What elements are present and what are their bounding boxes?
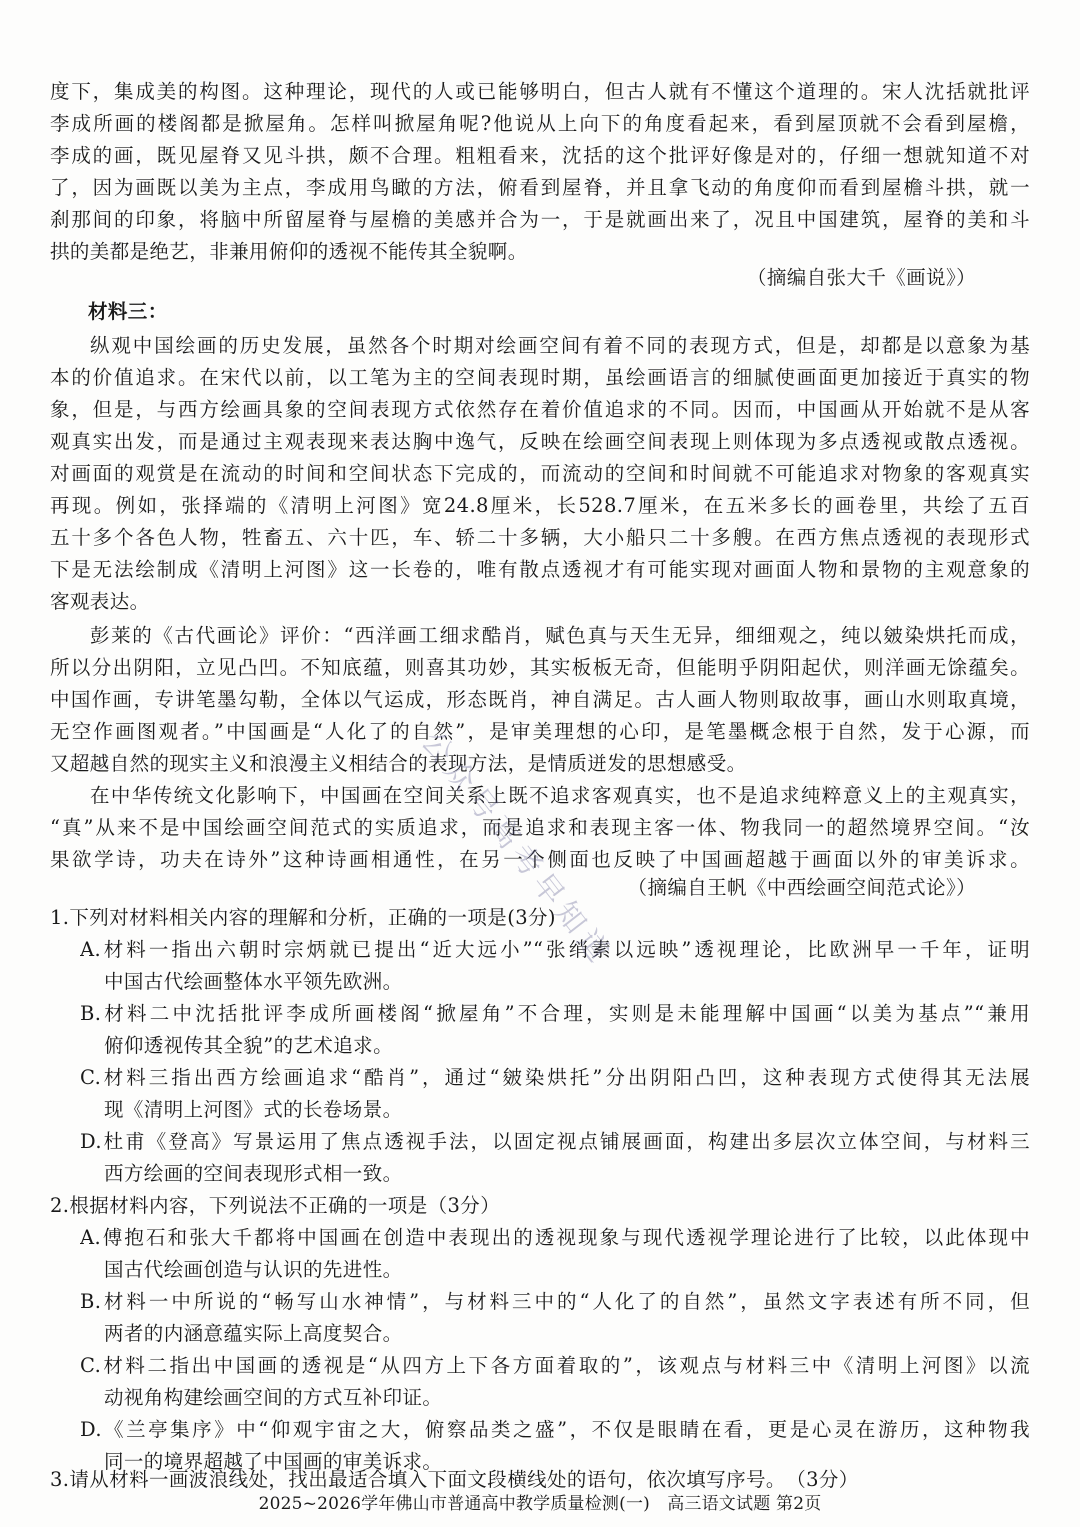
text-line: A.傅抱石和张大千都将中国画在创造中表现出的透视现象与现代透视学理论进行了比较，以此体现中 xyxy=(80,1226,1030,1249)
text-line: 对画面的观赏是在流动的时间和空间状态下完成的，而流动的空间和时间就不可能追求对物象的客观真实 xyxy=(50,462,1030,485)
text-line: 两者的内涵意蕴实际上高度契合。 xyxy=(104,1322,403,1345)
text-line: 俯仰透视传其全貌”的艺术追求。 xyxy=(104,1034,393,1057)
text-line: 动视角构建绘画空间的方式互补印证。 xyxy=(104,1386,443,1409)
text-line: 中国作画，专讲笔墨勾勒，全体以气运成，形态既肖，神自满足。古人画人物则取故事，画山水则取真境， xyxy=(50,688,1030,711)
text-line: 刹那间的印象，将脑中所留屋脊与屋檐的美感并合为一，于是就画出来了，况且中国建筑，屋脊的美和斗 xyxy=(50,208,1030,231)
text-line: 所以分出阴阳，立见凸凹。不知底蕴，则喜其功妙，其实板板无奇，但能明乎阴阳起伏，则洋画无馀蕴矣。 xyxy=(50,656,1030,679)
text-line: 又超越自然的现实主义和浪漫主义相结合的表现方法，是情质迸发的思想感受。 xyxy=(50,752,747,775)
text-line: 中国古代绘画整体水平领先欧洲。 xyxy=(104,970,403,993)
text-line: 彭莱的《古代画论》评价：“西洋画工细求酷肖，赋色真与天生无异，细细观之，纯以皴染烘托而成， xyxy=(90,624,1030,647)
text-line: 象，但是，与西方绘画具象的空间表现方式依然存在着价值追求的不同。因而，中国画从开始就不是从客 xyxy=(50,398,1030,421)
page-footer: 2025~2026学年佛山市普通高中教学质量检测(一) 高三语文试题 第2页 xyxy=(258,1494,822,1514)
text-line: 纵观中国绘画的历史发展，虽然各个时期对绘画空间有着不同的表现方式，但是，却都是以意象为基 xyxy=(90,334,1030,357)
text-line: 无空作画图观者。”中国画是“人化了的自然”，是审美理想的心印，是笔墨概念根于自然，发于心源，而 xyxy=(50,720,1030,743)
text-line: D.杜甫《登高》写景运用了焦点透视手法，以固定视点铺展画面，构建出多层次立体空间，与材料三 xyxy=(80,1130,1030,1153)
text-line: 客观表达。 xyxy=(50,590,150,613)
text-line: 现《清明上河图》式的长卷场景。 xyxy=(104,1098,403,1121)
text-line: 国古代绘画创造与认识的先进性。 xyxy=(104,1258,403,1281)
text-line: “真”从来不是中国绘画空间范式的实质追求，而是追求和表现主客一体、物我同一的超然境界空间。“汝 xyxy=(50,816,1030,839)
text-line: 2.根据材料内容，下列说法不正确的一项是（3分） xyxy=(50,1194,501,1217)
watermark: 公众号高考早知道 xyxy=(414,724,620,974)
text-line: 下是无法绘制成《清明上河图》这一长卷的，唯有散点透视才有可能实现对画面人物和景物的主观意象的 xyxy=(50,558,1030,581)
text-line: C.材料三指出西方绘画追求“酷肖”，通过“皴染烘托”分出阴阳凸凹，这种表现方式使得其无法展 xyxy=(80,1066,1030,1089)
text-line: 观真实出发，而是通过主观表现来表达胸中逸气，反映在绘画空间表现上则体现为多点透视或散点透视。 xyxy=(50,430,1030,453)
text-line: 李成的画，既见屋脊又见斗拱，颇不合理。粗粗看来，沈括的这个批评好像是对的，仔细一想就知道不对 xyxy=(50,144,1030,167)
text-line: 1.下列对材料相关内容的理解和分析，正确的一项是(3分) xyxy=(50,906,556,929)
text-line: 了，因为画既以美为主点，李成用鸟瞰的方法，俯看到屋脊，并且拿飞动的角度仰而看到屋檐斗拱，就一 xyxy=(50,176,1030,199)
text-line: 李成所画的楼阁都是掀屋角。怎样叫掀屋角呢?他说从上向下的角度看起来，看到屋顶就不会看到屋檐， xyxy=(50,112,1030,135)
text-line: 拱的美都是绝艺，非兼用俯仰的透视不能传其全貌啊。 xyxy=(50,240,528,263)
text-line: C.材料二指出中国画的透视是“从四方上下各方面着取的”，该观点与材料三中《清明上河图》以流 xyxy=(80,1354,1030,1377)
text-line: （摘编自张大千《画说》） xyxy=(746,266,976,289)
text-line: D.《兰亭集序》中“仰观宇宙之大，俯察品类之盛”，不仅是眼睛在看，更是心灵在游历，这种物我 xyxy=(80,1418,1030,1441)
text-line: 度下，集成美的构图。这种理论，现代的人或已能够明白，但古人就有不懂这个道理的。宋人沈括就批评 xyxy=(50,80,1030,103)
text-line: 果欲学诗，功夫在诗外”这种诗画相通性，在另一个侧面也反映了中国画超越于画面以外的审美诉求。 xyxy=(50,848,1030,871)
text-line: 在中华传统文化影响下，中国画在空间关系上既不追求客观真实，也不是追求纯粹意义上的主观真实， xyxy=(90,784,1030,807)
text-line: 3.请从材料一画波浪线处，找出最适合填入下面文段横线处的语句，依次填写序号。 （3分） xyxy=(50,1468,859,1491)
text-line: 西方绘画的空间表现形式相一致。 xyxy=(104,1162,403,1185)
text-line: B.材料二中沈括批评李成所画楼阁“掀屋角”不合理，实则是未能理解中国画“以美为基点”“兼用 xyxy=(80,1002,1030,1025)
text-line: A.材料一指出六朝时宗炳就已提出“近大远小”“张绡素以远映”透视理论，比欧洲早一千年，证明 xyxy=(80,938,1030,961)
text-line: 材料三： xyxy=(88,300,168,323)
text-line: 五十多个各色人物，牲畜五、六十匹，车、轿二十多辆，大小船只二十多艘。在西方焦点透视的表现形式 xyxy=(50,526,1030,549)
text-line: 再现。例如，张择端的《清明上河图》宽24.8厘米，长528.7厘米，在五米多长的画卷里，共绘了五百 xyxy=(50,494,1030,517)
text-line: （摘编自王帆《中西绘画空间范式论》） xyxy=(627,876,976,899)
text-line: 同一的境界超越了中国画的审美诉求。 xyxy=(104,1450,443,1473)
text-line: 本的价值追求。在宋代以前，以工笔为主的空间表现时期，虽绘画语言的细腻使画面更加接近于真实的物 xyxy=(50,366,1030,389)
text-line: B.材料一中所说的“畅写山水神情”，与材料三中的“人化了的自然”，虽然文字表述有所不同，但 xyxy=(80,1290,1030,1313)
